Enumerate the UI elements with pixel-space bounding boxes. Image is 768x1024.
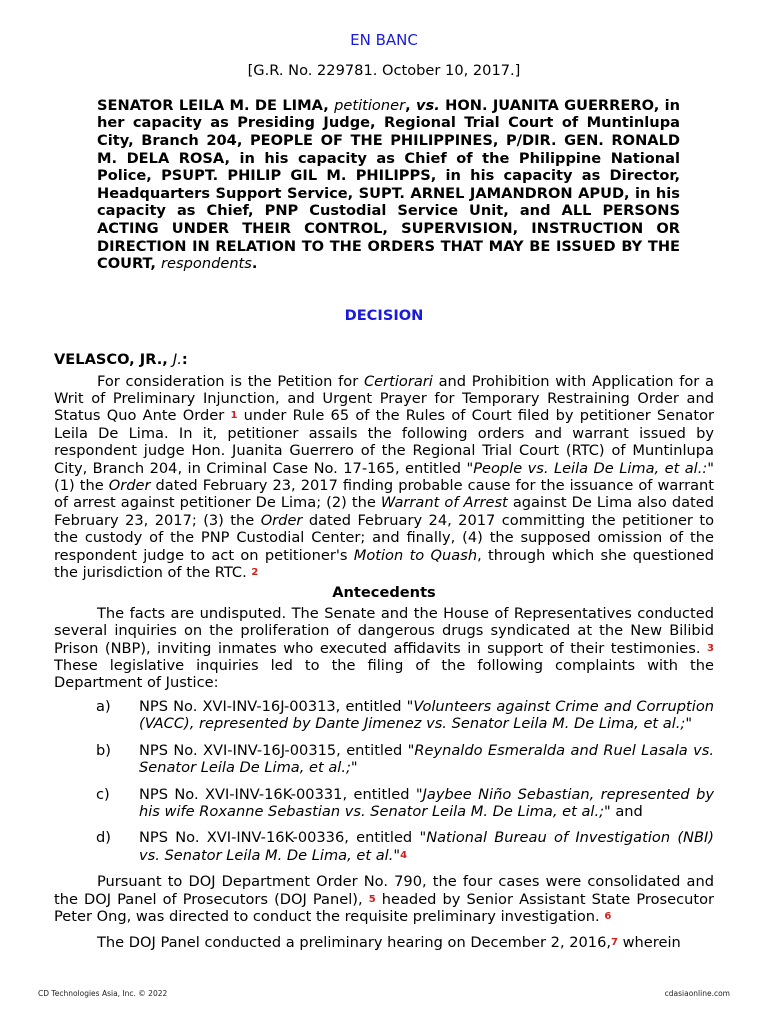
text-run: NPS No. XVI-INV-16J-00315, entitled (139, 741, 408, 759)
text-run: dated February 24, 2017 committing the petitioner to the custody of the PNP Custodial Center; and finally, (4) the supposed omission of the respondent judge to act on petitioner's (54, 511, 715, 564)
versus: vs. (416, 96, 440, 114)
text-run: and Prohibition with Application for a Writ of Preliminary Injunction, and Urgent Prayer for Temporary Restraining Order and Status Quo Ante Order (54, 372, 714, 425)
decision-title: DECISION (344, 306, 424, 324)
text-run: The facts are undisputed. The Senate and the House of Representatives conducted several inquiries on the proliferation of dangerous drugs syndicated at the New Bilibid Prison (NBP), inviting inmates who executed affidavits in support of their testimonies. (54, 604, 714, 657)
text-run: These legislative inquiries led to the filing of the following complaints with the Department of Justice: (54, 657, 714, 692)
paragraph-4 (54, 934, 714, 951)
text-run: (1) the (54, 477, 109, 494)
text-run: and (610, 802, 643, 820)
footnote-ref-4[interactable]: 4 (400, 849, 408, 861)
complaints-list (54, 698, 714, 864)
ponente: VELASCO, JR., J.: (54, 351, 188, 369)
respondents-role: respondents (161, 255, 252, 273)
case-number: [G.R. No. 229781. October 10, 2017.] (247, 62, 521, 80)
text-run: For consideration is the Petition for (97, 372, 364, 390)
italic-run: Order (260, 511, 303, 529)
footnote-ref-1[interactable]: 1 (230, 410, 238, 422)
list-item-label: c) (96, 785, 110, 803)
italic-run: Order (108, 477, 151, 494)
text-run: Pursuant to DOJ Department Order No. 790, the four cases were consolidated and the DOJ Panel of Prosecutors (DOJ Panel), (54, 873, 714, 908)
italic-run: "Reynaldo Esmeralda and Ruel Lasala vs. Senator Leila De Lima, et al.;" (139, 741, 715, 777)
footnote-ref-2[interactable]: 2 (251, 567, 259, 579)
footnote-ref-7[interactable]: 7 (611, 937, 618, 949)
footnote-ref-5[interactable]: 5 (368, 893, 376, 905)
text-run: headed by Senior Assistant State Prosecutor Peter Ong, was directed to conduct the requisite preliminary investigation. (54, 890, 715, 925)
text-run: NPS No. XVI-INV-16K-00331, entitled (139, 785, 416, 803)
list-item-label: d) (96, 829, 111, 847)
document-page (54, 32, 714, 952)
text-run: The DOJ Panel conducted a preliminary hearing on December 2, 2016, (97, 934, 612, 952)
text-run: wherein (617, 934, 681, 952)
list-item (54, 742, 714, 777)
respondents-list: HON. JUANITA GUERRERO, in her capacity as Presiding Judge, Regional Trial Court of Muntinlupa City, Branch 204, PEOPLE OF THE PHILIPPINES, P/DIR. GEN. RONALD M. DELA ROSA, in his capacity as Chief of the Philippine National Police, PSUPT. PHILIP GIL M. PHILIPPS, in his capacity as Director, Headquarters Support Service, SUPT. ARNEL JAMANDRON APUD, in his capacity as Chief, PNP Custodial Service Unit, and ALL PERSONS ACTING UNDER THEIR CONTROL, SUPERVISION, INSTRUCTION OR DIRECTION IN RELATION TO THE ORDERS THAT MAY BE ISSUED BY THE COURT (97, 96, 680, 273)
division-label: EN BANC (350, 31, 418, 49)
case-caption: SENATOR LEILA M. DE LIMA, petitioner, vs. HON. JUANITA GUERRERO, in her capacity as Presiding Judge, Regional Trial Court of Muntinlupa City, Branch 204, PEOPLE OF THE PHILIPPINES, P/DIR. GEN. RONALD M. DELA ROSA, in his capacity as Chief of the Philippine National Police, PSUPT. PHILIP GIL M. PHILIPPS, in his capacity as Director, Headquarters Support Service, SUPT. ARNEL JAMANDRON APUD, in his capacity as Chief, PNP Custodial Service Unit, and ALL PERSONS ACTING UNDER THEIR CONTROL, SUPERVISION, INSTRUCTION OR DIRECTION IN RELATION TO THE ORDERS THAT MAY BE ISSUED BY THE COURT, respondents. (97, 96, 680, 273)
italic-run: Warrant of Arrest (380, 494, 508, 512)
footer-copyright: CD Technologies Asia, Inc. © 2022 (38, 989, 168, 998)
list-item-label: b) (96, 741, 111, 759)
footnote-ref-3[interactable]: 3 (707, 642, 714, 654)
footnote-ref-6[interactable]: 6 (604, 910, 612, 922)
text-run: against De Lima also dated February 23, 2017; (3) the (54, 494, 714, 529)
petitioner-name: SENATOR LEILA M. DE LIMA (97, 96, 324, 114)
paragraph-1 (54, 373, 714, 582)
italic-run: "People vs. Leila De Lima, et al.:" (466, 459, 715, 477)
text-run: NPS No. XVI-INV-16J-00313, entitled (139, 697, 407, 715)
text-run: , through which she questioned the jurisdiction of the RTC. (54, 546, 714, 582)
petitioner-role: petitioner (334, 96, 406, 114)
text-run: NPS No. XVI-INV-16K-00336, entitled (139, 829, 420, 847)
italic-run: "National Bureau of Investigation (NBI) vs. Senator Leila M. De Lima, et al." (139, 829, 714, 864)
ponente-name: VELASCO, JR. (54, 351, 163, 369)
list-item-label: a) (96, 697, 111, 715)
list-item (54, 698, 714, 733)
footer-website: cdasiaonline.com (664, 989, 730, 998)
ponente-title: J. (172, 351, 182, 369)
list-item (54, 829, 714, 864)
italic-run: Motion to Quash (353, 546, 478, 564)
text-run: dated February 23, 2017 finding probable cause for the issuance of warrant of arrest against petitioner De Lima; (2) the (54, 477, 715, 512)
paragraph-3 (54, 873, 714, 925)
italic-run: Certiorari (363, 372, 433, 390)
antecedents-heading: Antecedents (332, 584, 436, 602)
text-run: under Rule 65 of the Rules of Court filed by petitioner Senator Leila De Lima. In it, petitioner assails the following orders and warrant issued by respondent judge Hon. Juanita Guerrero of the Regional Trial Court (RTC) of Muntinlupa City, Branch 204, in Criminal Case No. 17-165, entitled (54, 407, 714, 477)
list-item (54, 786, 714, 821)
italic-run: "Volunteers against Crime and Corruption (VACC), represented by Dante Jimenez vs. Senator Leila M. De Lima, et al.;" (139, 697, 714, 733)
italic-run: "Jaybee Niño Sebastian, represented by his wife Roxanne Sebastian vs. Senator Leila M. De Lima, et al.;" (139, 785, 714, 820)
paragraph-2 (54, 605, 714, 692)
